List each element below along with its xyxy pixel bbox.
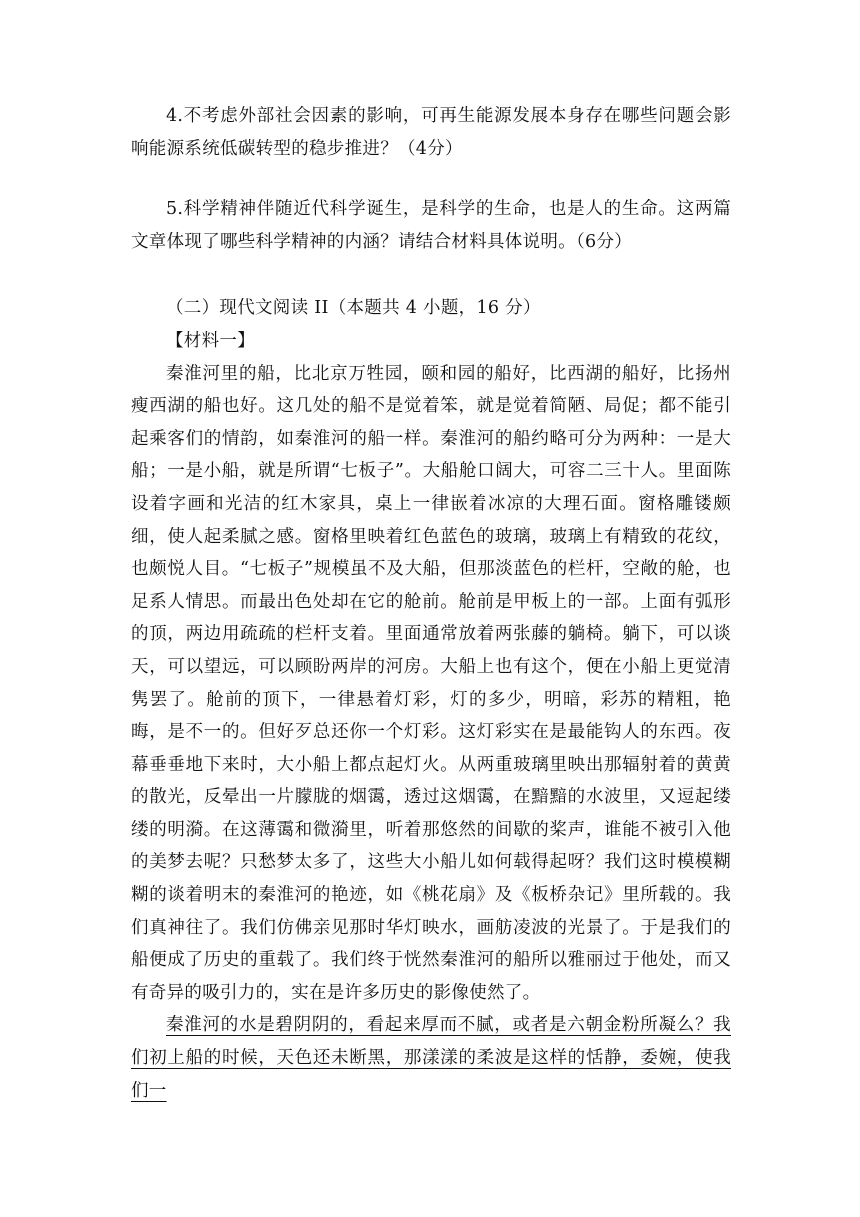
material-label: 【材料一】: [166, 330, 255, 351]
underlined-sentence: 秦淮河的水是碧阴阴的，看起来厚而不腻，或者是六朝金粉所凝么？我们初上船的时候，天色还未断黑，那漾漾的柔波是这样的恬静，委婉，使我们一: [131, 1015, 731, 1101]
question-5: 5.科学精神伴随近代科学诞生，是科学的生命，也是人的生命。这两篇文章体现了哪些科学精神的内涵？请结合材料具体说明。（6分）: [131, 199, 731, 252]
page-content: [131, 100, 731, 1107]
question-4: 4.不考虑外部社会因素的影响，可再生能源发展本身存在哪些问题会影响能源系统低碳转型的稳步推进？（4分）: [131, 106, 731, 159]
passage-paragraph-2: [131, 1009, 731, 1107]
section-title: （二）现代文阅读 II（本题共 4 小题，16 分）: [166, 298, 541, 319]
passage-paragraph-1: 秦淮河里的船，比北京万牲园，颐和园的船好，比西湖的船好，比扬州瘦西湖的船也好。这几处的船不是觉着笨，就是觉着简陋、局促；都不能引起乘客们的情韵，如秦淮河的船一样。秦淮河的船约略可分为两种：一是大船；一是小船，就是所谓“七板子”。大船舱口阔大，可容二三十人。里面陈设着字画和光洁的红木家具，桌上一律嵌着冰凉的大理石面。窗格雕镂颇细，使人起柔腻之感。窗格里映着红色蓝色的玻璃，玻璃上有精致的花纹，也颇悦人目。“七板子”规模虽不及大船，但那淡蓝色的栏杆，空敞的舱，也足系人情思。而最出色处却在它的舱前。舱前是甲板上的一部。上面有弧形的顶，两边用疏疏的栏杆支着。里面通常放着两张藤的躺椅。躺下，可以谈天，可以望远，可以顾盼两岸的河房。大船上也有这个，便在小船上更觉清隽罢了。舱前的顶下，一律悬着灯彩，灯的多少，明暗，彩苏的精粗，艳晦，是不一的。但好歹总还你一个灯彩。这灯彩实在是最能钩人的东西。夜幕垂垂地下来时，大小船上都点起灯火。从两重玻璃里映出那辐射着的黄黄的散光，反晕出一片朦胧的烟霭，透过这烟霭，在黯黯的水波里，又逗起缕缕的明漪。在这薄霭和微漪里，听着那悠然的间歇的桨声，谁能不被引入他的美梦去呢？只愁梦太多了，这些大小船儿如何载得起呀？我们这时模模糊糊的谈着明末的秦淮河的艳迹，如《桃花扇》及《板桥杂记》里所载的。我们真神往了。我们仿佛亲见那时华灯映水，画舫凌波的光景了。于是我们的船便成了历史的重载了。我们终于恍然秦淮河的船所以雅丽过于他处，而又有奇异的吸引力的，实在是许多历史的影像使然了。: [131, 363, 731, 1003]
